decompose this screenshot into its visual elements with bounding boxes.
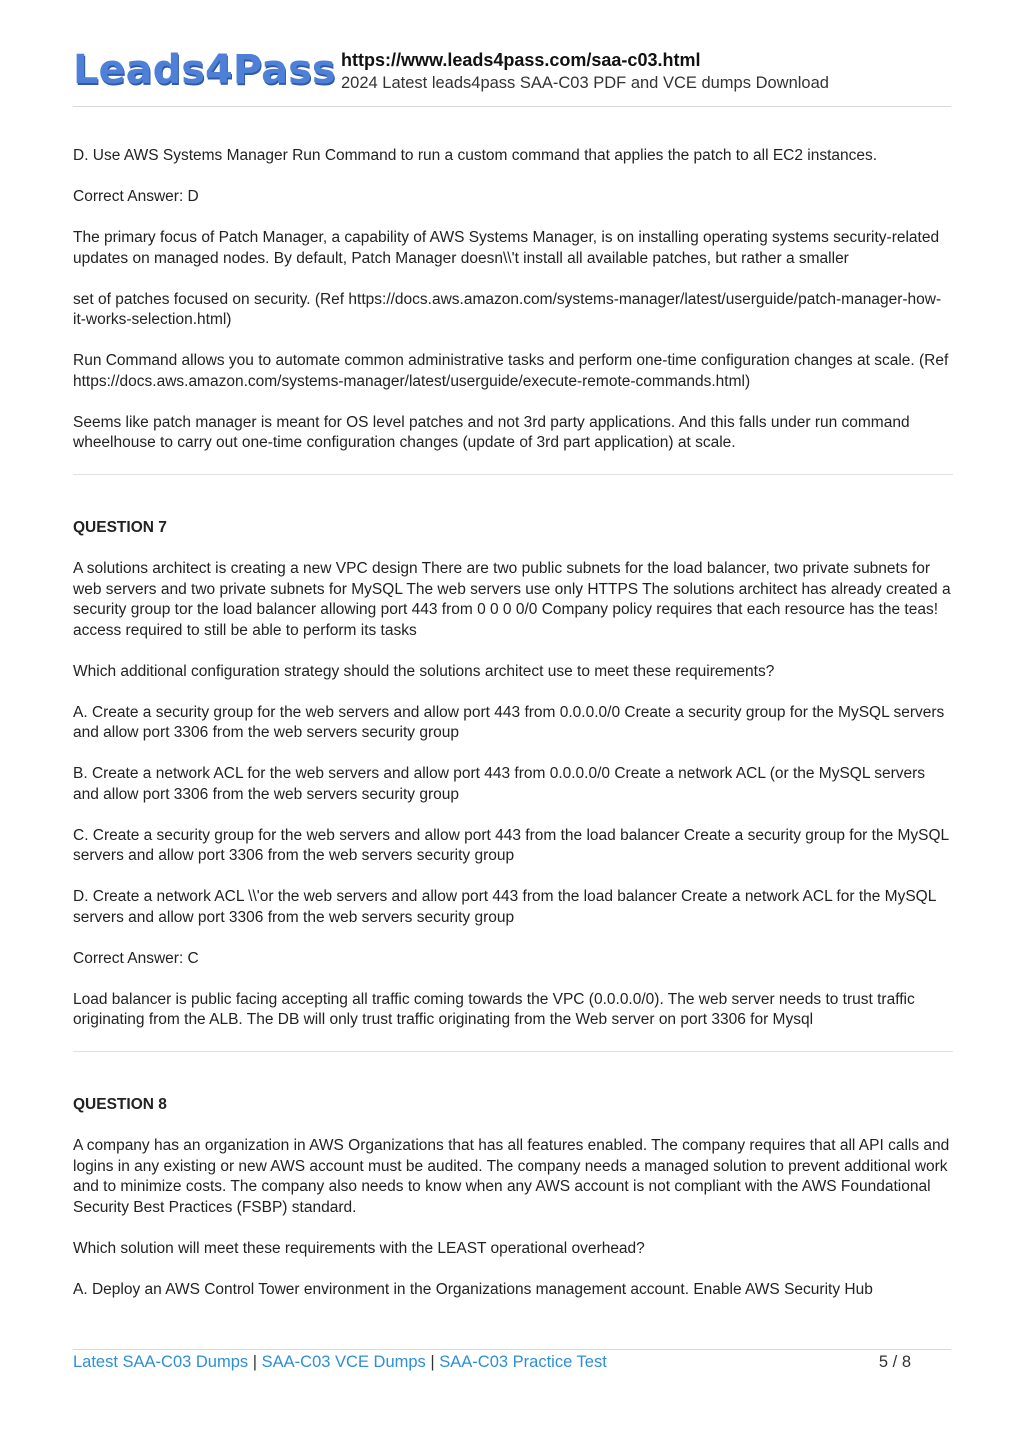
document-body (73, 146, 953, 1321)
q7-option-b: B. Create a network ACL for the web servers and allow port 443 from 0.0.0.0/0 Create a network ACL (or the MySQL servers and allow port 3306 from the web servers security group (73, 765, 926, 803)
q7-correct-answer: Correct Answer: C (73, 949, 199, 967)
q7-stem: A solutions architect is creating a new VPC design There are two public subnets for the load balancer, two private subnets for web servers and two private subnets for MySQL The web servers use only HTTPS The solutions architect has already created a security group tor the load balancer allowing port 443 from 0 0 0 0/0 Company policy requires that each resource has the teas! access required to still be able to perform its tasks (73, 560, 951, 639)
q8-option-a: A. Deploy an AWS Control Tower environment in the Organizations management account. Enable AWS Security Hub (73, 1280, 873, 1298)
header-subtitle: 2024 Latest leads4pass SAA-C03 PDF and VCE dumps Download (341, 74, 829, 92)
q8-title: QUESTION 8 (73, 1096, 167, 1113)
page-header (73, 48, 951, 107)
vce-dumps-link[interactable]: SAA-C03 VCE Dumps (261, 1353, 426, 1371)
footer-separator: | (430, 1353, 435, 1371)
leads4pass-logo: Leads4Pass (73, 47, 336, 93)
q6-option-d: D. Use AWS Systems Manager Run Command to run a custom command that applies the patch to all EC2 instances. (73, 147, 878, 164)
q6-explanation-2: set of patches focused on security. (Ref https://docs.aws.amazon.com/systems-manager/latest/userguide/patch-manager-how-it-works-selection.html) (73, 290, 942, 328)
q6-explanation-1: The primary focus of Patch Manager, a capability of AWS Systems Manager, is on installing operating systems security-related updates on managed nodes. By default, Patch Manager doesn\\'t install all available patches, but rather a smaller (73, 229, 940, 267)
q8-prompt: Which solution will meet these requirements with the LEAST operational overhead? (73, 1239, 645, 1257)
practice-test-link[interactable]: SAA-C03 Practice Test (439, 1353, 607, 1371)
q8-stem: A company has an organization in AWS Organizations that has all features enabled. The company requires that all API calls and logins in any existing or new AWS account must be audited. The company needs a managed solution to prevent additional work and to minimize costs. The company also needs to know when any AWS account is not compliant with the AWS Foundational Security Best Practices (FSBP) standard. (73, 1137, 950, 1216)
q6-explanation-4: Seems like patch manager is meant for OS level patches and not 3rd party applications. And this falls under run command wheelhouse to carry out one-time configuration changes (update of 3rd part application) at scale. (73, 413, 910, 451)
q7-option-c: C. Create a security group for the web servers and allow port 443 from the load balancer Create a security group for the MySQL servers and allow port 3306 from the web servers security group (73, 826, 949, 864)
latest-dumps-link[interactable]: Latest SAA-C03 Dumps (73, 1353, 249, 1371)
q7-prompt: Which additional configuration strategy should the solutions architect use to meet these requirements? (73, 662, 775, 680)
header-url: https://www.leads4pass.com/saa-c03.html (341, 50, 701, 70)
page-footer (73, 1349, 951, 1372)
q6-correct-answer: Correct Answer: D (73, 188, 199, 205)
q7-option-a: A. Create a security group for the web servers and allow port 443 from 0.0.0.0/0 Create a security group for the MySQL servers and allow port 3306 from the web servers security group (73, 703, 945, 741)
footer-separator: | (252, 1353, 258, 1371)
q7-title: QUESTION 7 (73, 519, 167, 536)
page-number: 5 / 8 (878, 1353, 911, 1371)
q7-option-d: D. Create a network ACL \\'or the web servers and allow port 443 from the load balancer Create a network ACL for the MySQL servers and allow port 3306 from the web servers security group (73, 888, 936, 926)
q7-explanation: Load balancer is public facing accepting all traffic coming towards the VPC (0.0.0.0/0). The web server needs to trust traffic originating from the ALB. The DB will only trust traffic originating from the Web server on port 3306 for Mysql (73, 990, 915, 1028)
q6-explanation-3: Run Command allows you to automate common administrative tasks and perform one-time configuration changes at scale. (Ref https://docs.aws.amazon.com/systems-manager/latest/userguide/execute-remote-commands.html) (73, 352, 949, 390)
